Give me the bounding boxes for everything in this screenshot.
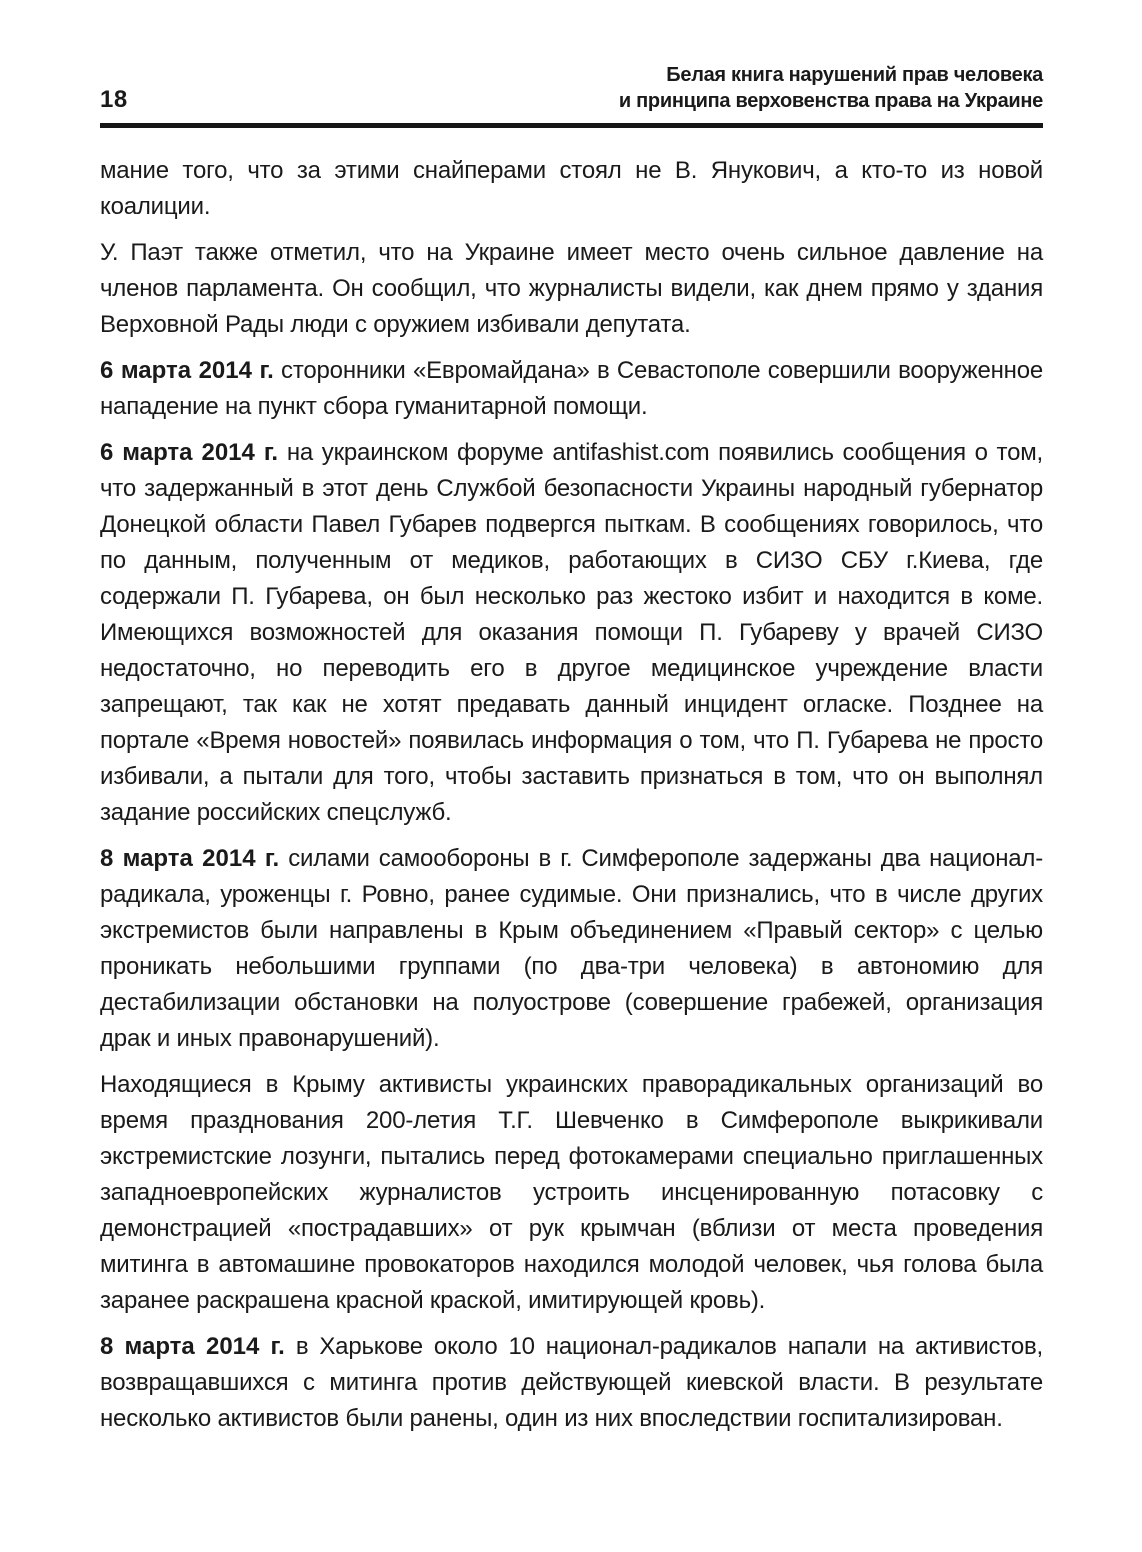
header-divider-rule (100, 123, 1043, 128)
paragraph-date: 8 марта 2014 г. (100, 1333, 285, 1360)
book-title-line2: и принципа верховенства права на Украине (618, 90, 1043, 112)
paragraph-date: 8 марта 2014 г. (100, 845, 280, 872)
running-header (100, 62, 1043, 114)
body-text (100, 153, 1043, 1437)
paragraph-dated (100, 435, 1043, 831)
paragraph-text: на украинском форуме antifashist.com появились сообщения о том, что задержанный в этот день Службой безопасности Украины народный губернатор Донецкой области Павел Губарев подвергся пыткам. В сообщениях говорилось, что по данным, полученным от медиков, работающих в СИЗО СБУ г.Киева, где содержали П. Губарева, он был несколько раз жестоко избит и находится в коме. Имеющихся возможностей для оказания помощи П. Губареву у врачей СИЗО недостаточно, но переводить его в другое медицинское учреждение власти запрещают, так как не хотят предавать данный инцидент огласке. Позднее на портале «Время новостей» появилась информация о том, что П. Губарева не просто избивали, а пытали для того, чтобы заставить признаться в том, что он выполнял задание российских спецслужб. (100, 439, 1043, 826)
paragraph-date: 6 марта 2014 г. (100, 439, 279, 466)
paragraph-dated (100, 1329, 1043, 1437)
page-number: 18 (100, 86, 128, 113)
paragraph-text: в Харькове около 10 национал-радикалов напали на активистов, возвращавшихся с митинга против действующей киевской власти. В результате несколько активистов были ранены, один из них впоследствии госпитализирован. (100, 1333, 1044, 1432)
paragraph-dated (100, 353, 1043, 425)
paragraph-text: Находящиеся в Крыму активисты украинских праворадикальных организаций во время празднования 200-летия Т.Г. Шевченко в Симферополе выкрикивали экстремистские лозунги, пытались перед фотокамерами специально приглашенных западноевропейских журналистов устроить инсценированную потасовку с демонстрацией «пострадавших» от рук крымчан (вблизи от места проведения митинга в автомашине провокаторов находился молодой человек, чья голова была заранее раскрашена красной краской, имитирующей кровь). (100, 1071, 1043, 1314)
paragraph-dated (100, 841, 1043, 1057)
book-title-header (619, 62, 1043, 114)
paragraph-date: 6 марта 2014 г. (100, 357, 274, 384)
book-title-line1: Белая книга нарушений прав человека (666, 64, 1043, 86)
paragraph (100, 1067, 1043, 1319)
paragraph-text: силами самообороны в г. Симферополе задержаны два национал-радикала, уроженцы г. Ровно, ранее судимые. Они признались, что в числе других экстремистов были направлены в Крым объединением «Правый сектор» с целью проникать небольшими группами (по два-три человека) в автономию для дестабилизации обстановки на полуострове (совершение грабежей, организация драк и иных правонарушений). (100, 845, 1043, 1052)
paragraph-text: У. Паэт также отметил, что на Украине имеет место очень сильное давление на членов парламента. Он сообщил, что журналисты видели, как днем прямо у здания Верховной Рады люди с оружием избивали депутата. (100, 239, 1043, 338)
paragraph (100, 235, 1043, 343)
paragraph-continuation (100, 153, 1043, 225)
paragraph-text: сторонники «Евромайдана» в Севастополе совершили вооруженное нападение на пункт сбора гуманитарной помощи. (100, 357, 1043, 420)
paragraph-text: мание того, что за этими снайперами стоял не В. Янукович, а кто-то из новой коалиции. (100, 157, 1043, 220)
